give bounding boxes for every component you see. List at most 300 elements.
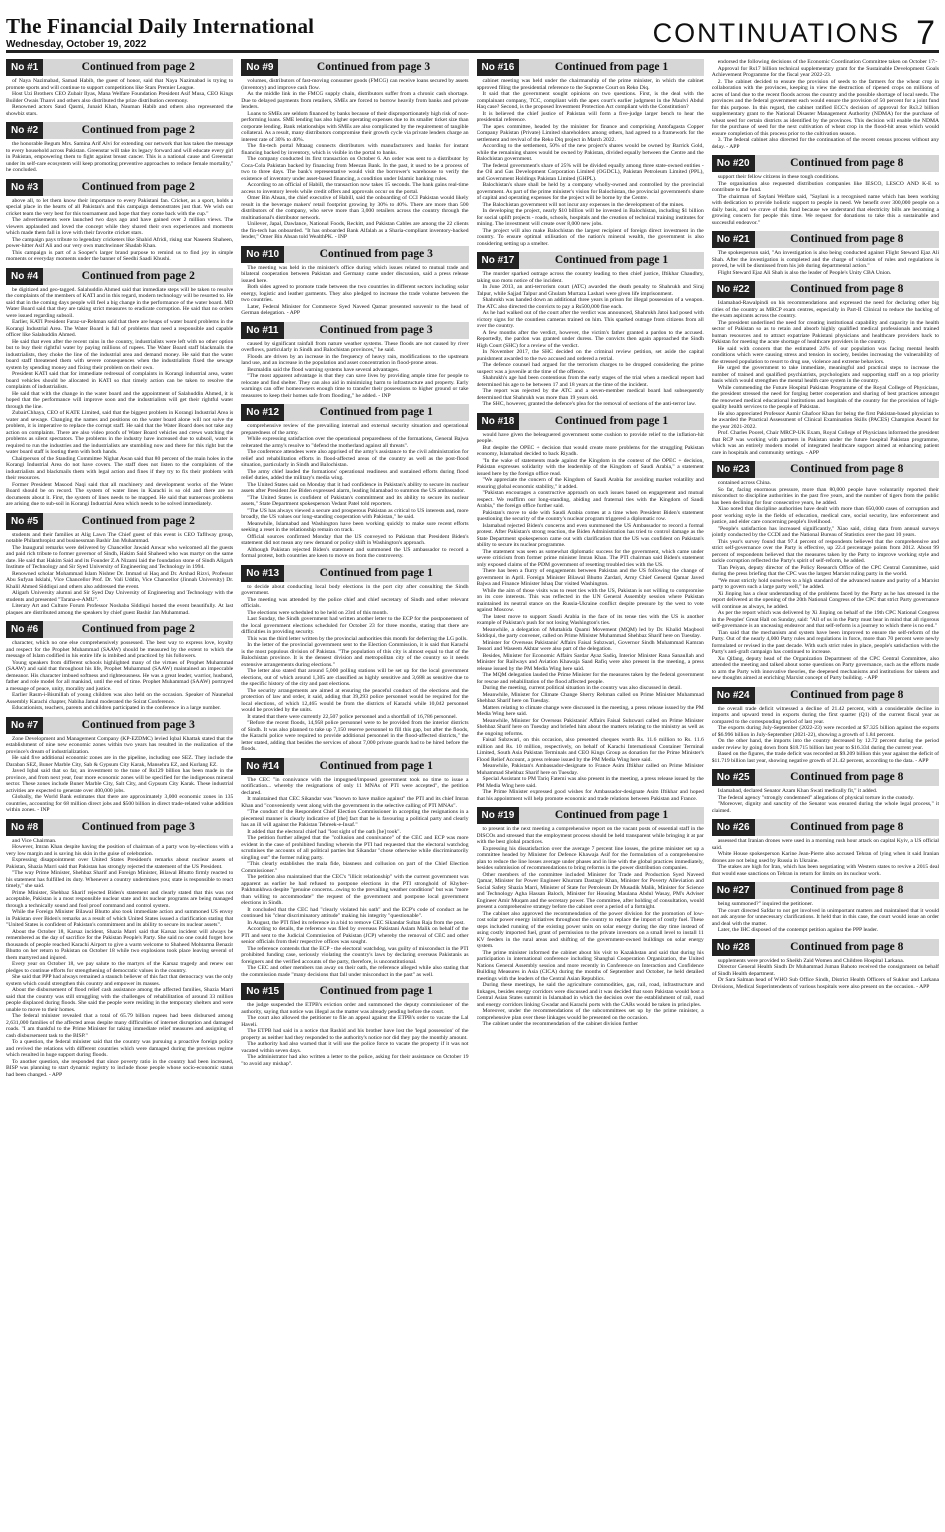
paragraph: Host Uzi Brothers CEO Zubair Ilyas, Mana Welfare Foundation President Asif Musa, CEO Kings Builder Owais Thanvi and others also distributed the prize distribution ceremony.	[6, 91, 234, 104]
paragraph: "In the wake of statements made against the Kingdom in the context of the OPEC + decision, Pakistan expresses solidarity with the leadership of the Kingdom of Saudi Arabia," a statement issued here by the foreign office read.	[476, 457, 704, 477]
paragraph: Meanwhile, Minister for Overseas Pakistanis' Affairs Faisal Subzwari called on Prime Minister Shehbaz Sharif here on Tuesday and briefed him about the matters relating to the ministry as well as the ongoing reforms.	[476, 717, 704, 737]
story-header	[712, 769, 939, 786]
paragraph: Every year on October 18, we pay salute to the martyrs of the Karsaz tragedy and renew our pledges to continue efforts for strengthening of democratic values in the country.	[6, 961, 234, 974]
paper-name: The Financial Daily International	[6, 14, 315, 38]
story-number: No #11	[241, 322, 283, 339]
paragraph: The Inaugural remarks were delivered by Chancellor Jawaid Anwar who welcomed all the guests and paid rich tribute to former governor of Sindh, Hakim Said Shaheed who was martyr on the same date. He said that Hakim Said and its Founder Z.A Nizami laid the foundation stone of Sindh Aligarh Institute of Technology and Sir Syed University of Engineering and Technology in 1994.	[6, 544, 234, 570]
paragraph: The letter also stated that around 5,000 polling stations will be set up for the local government elections, out of which around 1,305 are classified as highly sensitive and 3,688 as sensitive due to the specific history of the city and past elections.	[241, 668, 469, 687]
paragraph: Official sources confirmed Monday that the US conveyed to Pakistan that President Biden's statement did not mean any new demand or policy shift in Washington's approach.	[241, 533, 469, 546]
story-header	[6, 717, 233, 734]
paragraph: However, Imran Khan despite having the position of chairman of a party won by-elections with a very low margin and is saving his skin in the guise of celebration.	[6, 844, 234, 857]
paragraph: Meanwhile, Islamabad and Washington have been working quickly to make sure recent efforts seeking a reset in the relationship remain on track.	[241, 520, 469, 533]
story	[6, 122, 233, 174]
story	[477, 413, 704, 803]
paragraph: comprehensive review of the prevailing internal and external security situation and operational preparedness of the army.	[241, 423, 469, 436]
columns	[6, 59, 939, 1529]
paragraph: He said with concern that the estimated 24% of our population was facing mental health conditions which were causing stress and tension in society, besides increasing the vulnerability of the stressed population to resort to drug use, violence and extreme behaviors.	[711, 345, 939, 365]
paragraph: to decide about conducting local body elections in the port city after consulting the Sindh government.	[241, 583, 469, 596]
story-number: No #18	[477, 413, 520, 430]
story-header	[6, 179, 233, 196]
paragraph: She said that PPP had always remained a staunch believer of this fact that democracy was the only system which could strengthen this country and empower its masses.	[6, 974, 234, 987]
story-number: No #16	[477, 59, 520, 76]
paragraph: The court also allowed the petitioner to file an appeal against the ETPB's order to vacate the Lal Haveli.	[241, 1015, 469, 1028]
paragraph: White House spokesperson Karine Jean-Pierre also accused Tehran of lying when it said Iranian drones are not being used by Russia in Ukraine.	[711, 851, 939, 864]
story	[241, 983, 468, 1067]
paragraph: Renowned actors Saud Qasmi, Junaid Khan, Nauman Habib and others also represented the showbiz stars.	[6, 104, 234, 117]
paragraph: The cabinet also approved the recommendation of the power division for the promotion of low-cost solar power energy initiatives throughout the country to replace the import of costly fuel. These steps included running of the existing power units on solar energy during the day time instead of using costly imported fuel, grant of permission to the private investors on a small level to install 11 KV feeders in the rural areas and shifting of the government-owned buildings on solar energy system.	[476, 910, 704, 949]
paragraph: It said that the government sought opinions on two questions. First, is the deal with the complainant company, TCC, compliant with the apex court's earlier judgment in the Maulvi Abdul Haq case? Second, is the proposed Investment Protection Act compliant with the Constitution?	[476, 91, 704, 110]
paragraph: the judge suspended the ETPB's eviction order and summoned the deputy commissioner of the authority, saying that notice was illegal as the matter was already pending before the court.	[241, 1002, 469, 1015]
paragraph: Expressing disappointment over United States President's remarks about nuclear assets of Pakistan, Shazia Marri said that Pakistan has strongly rejected the statement of the US President.	[6, 857, 234, 870]
paragraph: The company conducted its first transaction on October 6. An order was sent to a distributor by Coca-Cola Pakistan backed by financing from Meezan Bank. In the past, it used to be a process of two to three days. The bank's representative would visit the borrower's warehouse to verify the existence of inventory under asset-based financing, a condition under Islamic banking rules.	[241, 156, 469, 182]
story-header	[241, 758, 468, 775]
paragraph: The CEC and other members ran away on their oath, the reference alleged while also stating that the commission made "many decisions that fall under misconduct in the past" as well.	[241, 965, 469, 978]
story-body	[241, 265, 468, 317]
story-header	[712, 939, 939, 956]
story-heading: Continued from page 1	[284, 983, 468, 1000]
paragraph: The spokesperson said, "An investigation is also being conducted against Flight Steward Ejaz Ali Shah. After the investigation is completed and the charge of violation of rules and regulations is proved, he will be dismissed from his job during departmental action."	[711, 250, 939, 269]
paragraph: "The conduct of the Respondent Chief Election Commissioner in accepting the resignations in a piecemeal manner is clearly indicative of [the] fact that he is favouring a political party and clearly has an ill will against the Pakistan Tehreek-e-Insaf."	[241, 809, 469, 828]
paragraph: Prof. Charles Poorel, Chair MRCP-UK Exam, Royal College of Physicians informed the president that RCP was working with partners in Pakistan under the future hospital Pakistan programme, which was an entirely modern model of integrated healthcare support aimed at enhancing patient care in hospitals and community settings. - APP	[711, 430, 939, 456]
paragraph: Faisal Subzwari, on this occasion, also presented cheques worth Rs. 11.6 million to Rs. 11.6 million and Rs. 10 million, respectively, on behalf of Karachi International Container Terminal Limited, South Asia Pakistan Terminals and CEO Kings Group as donation for the Prime Minister's Flood Relief Account, a press release issued by the PM Media Wing here said.	[476, 737, 704, 763]
story-number: No #20	[712, 155, 755, 172]
paragraph: volumes, distributors of fast-moving consumer goods (FMCG) can receive loans secured by assets (inventory) and improve cash flow.	[241, 78, 469, 91]
paragraph: to present in the next meeting a comprehensive report on the vacant posts of essential staff in the DISCOs and stressed that the employment process should be held transparent while bringing it at par with the best global practices.	[476, 826, 704, 845]
paragraph: contained across China.	[717, 480, 772, 486]
paragraph: Last Sunday, the Sindh government had written another letter to the ECP for the postponement of the local government elections scheduled for October 23 for three months, stating that there are difficulties in providing security.	[241, 616, 469, 635]
story	[712, 59, 939, 150]
paragraph: "Before the recent floods, 14,958 police personnel were to be provided from the interior districts of Sindh. It was also planned to take up 7,150 reserve personnel to fill this gap, but after the floods, the Karachi police were required to provide additional personnel in the flood-affected districts," the letter stated, adding that besides the services of about 7,000 private guards had to be hired before the floods.	[241, 720, 469, 752]
paragraph: The ETPB had said in a notice that Rashid and his brother have lost the 'legal possession' of the property as neither had they responded to the authority's notice nor did they pay the monthly amount.	[241, 1028, 469, 1041]
story-heading: Continued from page 1	[284, 404, 468, 421]
story-body	[477, 826, 704, 1028]
story-heading: Continued from page 1	[519, 807, 703, 824]
paragraph: Xi Jinping has a clear understanding of the problems faced by the Party as he has stressed in the report delivered at the opening of the 20th National Congress of the CPC that strict Party governance will continue as always, he added.	[711, 590, 939, 610]
paragraph: There has been a flurry of engagements between Pakistan and the US following the change of government in April. Foreign Minister Bilawal Bhutto Zardari, Army Chief General Qamar Javed Bajwa and Finance Minister Ishaq Dar visited Washington.	[476, 568, 704, 587]
paragraph: Prime Minister, Shehbaz Sharif rejected Biden's statement and clearly stated that this was not acceptable, Pakistan is a most responsible nuclear state and its nuclear programs are being managed through a technically sound and fool proof command and control system.	[6, 889, 234, 909]
story-body	[712, 838, 939, 877]
paragraph: On the other hand, the imports into the country decreased by 12.72 percent during the period under review by going down from $18.715 billion last year to $16.334 during the current year.	[711, 738, 939, 751]
story-body	[712, 480, 939, 682]
paragraph: 2. The cabinet decided to ensure the provision of seeds to the farmers for the wheat crop in collaboration with the provinces, keeping in view the destruction of ripened crops on millions of acres of land due to the recent floods across the country and the possible shortage of local seeds. The provinces and the federal government each would ensure the provision of 50 percent for a joint fund for this purpose. In this regard, the cabinet ratified ECC's decision of approval for Rs3.2 billion supplementary grant to the National Disaster Management Authority (NDMA) for the purchase of wheat seed for certain districts as identified by the provinces. This decision will enable the NDMA for the purchase of seed for the next cultivation of wheat crop in the flood-hit areas which would ensure completion of this process prior to the cultivation season.	[711, 78, 939, 137]
paragraph: In August, the PTI filed its reference in a bid to remove CEC Sikandar Sultan Raja from the post.	[247, 919, 465, 926]
story-heading: Continued from page 1	[284, 758, 468, 775]
paragraph: So far, facing enormous pressure, more than 80,000 people have voluntarily reported their misconduct to discipline authorities in the past five years, and the number of tigers from the public has been declining for four consecutive years, he added.	[711, 486, 939, 506]
paragraph: Pakistan's move to side with Saudi Arabia comes at a time when President Biden's statement questioning the security of the country's nuclear program triggered a diplomatic row.	[476, 509, 704, 522]
story-header	[712, 155, 939, 172]
story-heading: Continued from page 8	[755, 155, 939, 172]
paragraph: "We must strictly hold ourselves to a high standard of the advanced nature and purity of a Marxist party to govern such a large party well," he added.	[711, 577, 939, 590]
story-body	[712, 250, 939, 276]
story-header	[6, 513, 233, 530]
paragraph: He said that even after the recent rains in the country, industrialists were left with no other option but to buy their rightful water by paying millions of rupees. The Water Board staff blackmails the industrialists, they choke the line of the industrial area and demand money. He said that the water board staff threatened them with severe consequences when the industrialists fixed the sewage system by spending money and fixing their problem on their own.	[6, 338, 234, 371]
story	[6, 513, 233, 617]
paragraph: Both sides agreed to promote trade between the two countries in different sectors including solar energy, logistic and leather garments. They also pledged to increase the trade volume between the two countries.	[241, 284, 469, 303]
paragraph: This year's survey found that 97.4 percent of respondents believed that the comprehensive and strict self-governance over the Party is effective, up 22.4 percentage points from 2012. About 99 percent of respondents believed that the measures taken by the Party to improve working style and tackle corruption reflected the Party's spirit of self-reform, he added.	[711, 538, 939, 564]
story	[6, 621, 233, 712]
story	[241, 322, 468, 400]
paragraph: It concluded that the CEC had "clearly violated his oath" and the ECP's code of conduct as he continued his "clear discriminatory attitude" making his integrity "questionable".	[241, 906, 469, 919]
paragraph: assessed that Iranian drones were used in a morning rush hour attack on capital Kyiv, a US official said.	[711, 838, 939, 851]
story-heading: Continued from page 1	[519, 59, 703, 76]
story	[477, 807, 704, 1028]
paragraph: The Prime Minister expressed good wishes for Ambassador-designate Asim Iftikhar and hoped that his appointment will help promote economic and trade relations between Pakistan and France.	[476, 789, 704, 802]
story-heading: Continued from page 3	[284, 322, 469, 339]
story-heading: Continued from page 3	[43, 717, 233, 734]
paragraph: Xu Qifang, deputy head of the Organization Department of the CPC Central Committee, also attended the meeting and talked about some questions on Party governance, such as the efforts made to arm the Party with innovative theories, the deepened mechanisms and institutions for talents and new thoughts aimed at enriching Marxist concept of Party building. - APP	[711, 655, 939, 681]
paragraph: Zone Development and Management Company (KP-EZDMC) levied Iqbal Khattak stated that the establishment of nine new economic zones within two years has resulted in the realization of the province's dream of industrialization.	[6, 735, 234, 755]
story-header	[241, 983, 468, 1000]
paragraph: This campaign is part of a Sooper's larger brand purpose to remind us to find joy in simple moments or everyday moments under the banner of Seedhi Saadi Khushi.	[6, 249, 234, 262]
paragraph: Expressing his dissatisfaction over the average 7 percent line losses, the prime minister set up a committee headed by Minister for Defence Khawaja Asif for the formulation of a comprehensive plan to reduce the line losses average under phases and in line with the global practices immediately, besides submission of recommendations to bring reforms in the power distribution companies.	[476, 845, 704, 871]
paragraph: According to details, the reference was filed by overseas Pakistani Aslam Malik on behalf of the PTI and sent to the Judicial Commission of Pakistan (JCP) whereby the removal of CEC and other senior officials from their respective offices was sought.	[241, 926, 469, 945]
paragraph: Flight Steward Ejaz Ali Shah is also the leader of People's Unity CBA Union.	[717, 269, 892, 276]
story-header	[712, 281, 939, 298]
paragraph: The federal agency "strongly condemned" allegations of physical torture in the custody.	[717, 794, 914, 801]
paragraph: ZubairChhaya, CEO of KATE Limited, said that the biggest problem in Korangi Industrial Area is water and sewage. Changing the names and positions on the water board alone will not solve the problem, it is imperative to replace the corrupt staff. He said that the Water Board does not take any action on complaints. There are also video proofs of Water Board vehicles and crews watching the problems as silent spectators. The problems in the industry have increased due to subsoil, water is required to run the industries and the industrialists are stumbling now and there for this right but the water board staff is looting them with both hands.	[6, 410, 234, 455]
paragraph: Young speakers from different schools highlighted many of the virtues of Prophet Muhammad (SAAW) and said that throughout his life, Prophet Muhammad (SAAW) maintained an impeccable demeanor. His character imbued softness and righteousness. He was a great leader, warrior, husband, father and role model for all mankind, until the end of time. Prophet Muhammad (SAAW) portrayed a message of peace, unity, morality and justice.	[6, 659, 234, 692]
paragraph: Matters relating to climate change were discussed in the meeting, a press release issued by the PM Media Wing here said.	[476, 704, 704, 717]
story-heading: Continued from page 2	[43, 513, 233, 530]
story-number: No #26	[712, 819, 755, 836]
story	[6, 268, 233, 508]
story-heading: Continued from page 8	[755, 769, 939, 786]
column-3	[477, 59, 704, 1529]
story-body	[6, 198, 233, 263]
story	[712, 769, 939, 814]
story-body	[6, 287, 233, 508]
paragraph: Meanwhile, a delegation of Muttahida Quami Movement (MQM) led by Dr. Khalid Maqbool Siddiqui, the party convener, called on Prime Minister Muhammad Shehbaz Sharif here on Tuesday.	[476, 626, 704, 639]
paragraph: According to the settlement, 50% of the new project's shares would be owned by Barrick Gold, while the remaining shares would be owned by Pakistan, divided equally between the Centre and the Balochistan government.	[476, 143, 704, 162]
paragraph: In developing the project, nearly $10 billion will be invested in Balochistan, including $1 billion for social uplift projects - roads, schools, hospitals and the creation of technical training institutes for mining. The investment will create over 8,000 new jobs.	[476, 208, 704, 227]
paragraph: "Pakistan encourages a constructive approach on such issues based on engagement and mutual respect. We reaffirm our long-standing, abiding and fraternal ties with the Kingdom of Saudi Arabia," the foreign office further said.	[476, 490, 704, 509]
story-body	[241, 584, 468, 753]
story-header	[712, 461, 939, 478]
paragraph: Xiao noted that discipline authorities have dealt with more than 650,000 cases of corruption and poor working style in the fields of education, medical care, social security, law enforcement and justice, and elder care concerning people's livelihood.	[711, 506, 939, 525]
paragraph: support their fellow citizens in these tough conditions.	[717, 174, 840, 180]
story-number: No #25	[712, 769, 755, 786]
story	[712, 939, 939, 991]
paragraph: cabinet meeting was held under the chairmanship of the prime minister, in which the cabinet approved filing the presidential reference to the Supreme Court on Reko Diq.	[476, 78, 704, 91]
paragraph: "The most apparent advantage is that they can save lives by providing ample time for people to relocate and find shelter. They can also aid in minimizing harm to infrastructure and property. Early warnings can offer homeowners enough time to transfer their possessions to higher ground or take measures to keep their homes safe from flooding," he added. - INP	[241, 373, 469, 399]
paragraph: The petition further alleged that the "collusion and connivance" of the CEC and ECP was more evident in the case of prohibited funding wherein the PTI had requested that the electoral watchdog scrutinises the accounts of all political parties but Sikandar "chose otherwise while discriminatorily singling out" the former ruling party.	[241, 835, 469, 861]
story-body	[241, 777, 468, 979]
story-header	[712, 882, 939, 899]
paragraph: He urged the government to take immediate, meaningful and practical steps to increase the number of trained and qualified psychiatrists, psychologists and supporting staff on a top priority basis which would strengthen the mental health care system in the country.	[711, 365, 939, 384]
masthead-right	[653, 16, 939, 50]
story-heading: Continued from page 2	[43, 179, 233, 196]
paragraph: The meeting was held in the minister's office during which issues related to mutual trade and bilateral cooperation between Pakistan and Germany came under discussion, said a press release issued here.	[241, 264, 469, 284]
story-body	[712, 300, 939, 456]
story	[712, 231, 939, 276]
paragraph: Approval for Rs17 billion technical supplementary grant for the Sustainable Development Goals Achievement Programme for the fiscal year 2022-23.	[711, 65, 939, 78]
story-body	[712, 958, 939, 991]
paragraph: supplements were provided to Sheikh Zaid Women and Children Hospital Larkana.	[717, 957, 905, 964]
paragraph: In November 2017, the SHC decided on the criminal review petition, set aside the capital punishment awarded to the two accused and ordered a retrial.	[476, 349, 704, 362]
paragraph: Educationists, teachers, parents and children participated in the conference in a large number.	[12, 705, 221, 711]
paragraph: The latest move to support Saudi Arabia in the face of its tense ties with the US is another example of Pakistan's push for not losing Washington's ties.	[476, 613, 704, 626]
page-number: 7	[916, 14, 935, 52]
story	[712, 281, 939, 456]
paragraph: "We appreciate the concern of the Kingdom of Saudi Arabia for avoiding market volatility and ensuring global economic stability," it added.	[476, 477, 704, 490]
story-header	[241, 246, 468, 263]
story-number: No #13	[241, 565, 284, 582]
paragraph: Later, Federal Minister for Commerce Syed Naveed Qamar presented souvenir to the head of German delegation. - APP	[241, 303, 469, 316]
story	[712, 155, 939, 226]
story-body	[6, 78, 233, 117]
story-body	[6, 532, 233, 617]
story-body	[241, 341, 468, 400]
story-heading: Continued from page 1	[519, 413, 703, 430]
story-number: No #5	[6, 513, 43, 530]
story-heading: Continued from page 2	[43, 122, 233, 139]
paragraph: About the disbursement of flood relief cash assistance among the affected families, Shazia Marri said that the country was still struggling with the challenges of rehabilitation of around 33 million people displaced during floods. She said the people were residing in the temporary shelters and were unable to move to their homes.	[6, 987, 234, 1013]
paragraph: The SHC, however, granted the defence's plea for the removal of sections of the anti-terror law.	[482, 401, 697, 407]
paragraph: The statement was seen as somewhat diplomatic success for the government, which came under severe criticism from former prime minister Imran Khan. The PTI chairman said Biden's statement only exposed claims of the PDM government of resetting troubled ties with the US.	[476, 548, 704, 568]
story-number: No #28	[712, 939, 755, 956]
story-number: No #23	[712, 461, 755, 478]
paragraph: The MQM delegation lauded the Prime Minister for the measures taken by the federal government for rescue and rehabilitation of the flood affected people.	[476, 672, 704, 685]
paragraph: It maintained that CEC Sikandar was "known to have malice against" the PTI and its chief Imran Khan and "conveniently went along with the government in the selective calling of PTI MNAs".	[241, 796, 469, 809]
story-number: No #17	[477, 252, 520, 269]
story-heading: Continued from page 8	[755, 281, 939, 298]
story-number: No #3	[6, 179, 43, 196]
story-body	[477, 432, 704, 803]
paragraph: To a question, the federal minister said that the country was pursuing a proactive foreign policy and revived the relations with different countries which were damaged during the previous regime which resulted in huge support during floods.	[6, 1039, 234, 1058]
paragraph: The report was rejected by the ATC and a seven-member medical board had subsequently determined that Shahrukh was more than 19 years old.	[476, 388, 704, 401]
story-number: No #22	[712, 281, 755, 298]
story-header	[477, 413, 704, 430]
paragraph: endorsed the following decisions of the Economic Coordination Committee taken on October 17:-	[717, 59, 938, 65]
story-body	[477, 271, 704, 408]
story-heading: Continued from page 8	[755, 687, 939, 704]
story	[241, 758, 468, 979]
story-heading: Continued from page 1	[284, 565, 468, 582]
paragraph: The murder sparked outrage across the country leading to then chief justice, Iftikhar Chaudhry, taking suo motu notice of the incident.	[476, 271, 704, 284]
paragraph: Meanwhile, Minister for Climate Change Sherry Rehman called on Prime Minister Muhammad Shehbaz Sharif here on Tuesday.	[476, 691, 704, 704]
story-header	[6, 621, 233, 638]
story-number: No #15	[241, 983, 284, 1000]
story-number: No #24	[712, 687, 755, 704]
story-header	[712, 819, 939, 836]
story-heading: Continued from page 8	[755, 882, 939, 899]
story-number: No #27	[712, 882, 755, 899]
story-header	[477, 59, 704, 76]
paragraph: and Vice Chairman.	[12, 837, 57, 844]
story-heading: Continued from page 8	[755, 461, 939, 478]
paragraph: The advertisements were launched two days ago and have gained over 2 million views. The viewers applauded and loved the concept while they shared their own experiences and moments which made them fall in love with their favorite cricket stars.	[6, 217, 234, 236]
paragraph: The administrator had also written a letter to the police, asking for their assistance on October 19 "to avoid any mishap".	[241, 1054, 469, 1067]
section-title: CONTINUATIONS	[652, 18, 901, 48]
paragraph: being summoned?" inquired the petitioner.	[717, 901, 814, 907]
story-heading: Continued from page 2	[43, 59, 233, 76]
paragraph: The defence counsel had argued for the terrorism charges to be dropped considering the prime suspect was a juvenile at the time of the offence.	[476, 362, 704, 375]
paragraph: Moreover, under the recommendations of the subcommittees set up by the prime minister, a comprehensive plan over these linkages would be presented on the occasion.	[476, 1008, 704, 1021]
story-header	[6, 59, 233, 76]
paragraph: The prime minister informed the cabinet about his visit to Kazakhstan and said that during his participation in international conference including Shanghai Cooperation Organization, the United Nations General Assembly session and more recently in Conference on Interaction and Confidence Building Measures in Asia (CICA) during the months of September and October, he held detailed meetings with the leaders of the Central Asian Republics.	[476, 949, 704, 982]
paragraph: The meeting was attended by the police chief and chief secretary of Sindh and other relevant officials.	[241, 596, 469, 609]
paragraph: President KATI said that for immediate redressal of complaints in Korangi industrial area, water board vehicles should be allocated in KATI so that timely action can be taken to resolve the complaints of industrialists.	[6, 371, 234, 390]
story-header	[477, 252, 704, 269]
paragraph: The reference contends that the ECP - the electoral watchdog, was guilty of misconduct in the PTI prohibited funding case, seriously violating the country's laws by declaring overseas Pakistanis as foreigners and the verified accounts of the party, therefore, is unconstitutional.	[241, 945, 469, 965]
paragraph: the honorable Begum Mrs. Samina Arif Alvi for extending our network that has taken the message to every household across Pakistan. Greenstar will take its legacy forward and will educate every girl in Pakistan, empowering them to fight against breast cancer. This is a national cause and Greenstar under its self-care ecosystem will keep promoting preventive approaches to reduce female mortality," he concluded.	[6, 141, 234, 173]
story	[6, 179, 233, 263]
paragraph: character, which no one else comprehensively possessed. The best way to express love, loyalty and respect for the Prophet Muhammad (SAAW) should be measured by the extent to which the message of Islam codified in his entire life is imbibed and practiced by his followers.	[6, 640, 234, 659]
paragraph: About the October 18, Karsaz incident, Shazia Marri said that Karsaz incident will always be remembered as the day of sacrifice for the Pakistan People's Party. She said no one could forget how thousands of people reached Karachi Airport to give a warm welcome to Shaheed Mohtarma Benazir Bhutto on her return to Pakistan on October 18 while two explosions took place leaving several of them martyred and injured.	[6, 928, 234, 961]
paragraph: The federal minister revealed that a total of 65.79 billion rupees had been disbursed among 2,631,000 families of the affected areas despite many difficulties of internet disruption and damaged roads. "I am thankful to the Prime Minister for taking immediate relief measures and assigning of cash disbursement task to the BISP."	[6, 1013, 234, 1039]
story-header	[712, 687, 939, 704]
story-header	[477, 807, 704, 824]
story-heading: Continued from page 2	[43, 621, 233, 638]
paragraph: caused by significant rainfall from nature weather systems. These floods are not caused by river overflows, particularly in Sindh and Balochistan provinces," he said.	[241, 340, 469, 353]
story-heading: Continued from page 3	[284, 246, 468, 263]
paragraph: In the letter of the provincial government sent to the Election Commission, it is said that Karachi is the most populous division of Pakistan. "The population of this city is almost equal to that of the Balochistan province. It is the densest division and metropolitan city of the country so it needs extensive arrangements during elections."	[241, 642, 469, 668]
paragraph: During these meetings, he said the agriculture commodities, gas, rail, road, infrastructure and linkages, besides energy corridors were discussed and it was decided that soon Pakistan would host a Central Asian States summit in Islamabad in which the decision over the establishment of rail, road and energy corridors linking Gwadar and Karachi ports with the CARs would be taken in principles.	[476, 982, 704, 1008]
story-number: No #14	[241, 758, 284, 775]
paragraph: The army chief lauded the formations' operational readiness and sustained efforts during flood relief duties, added the military's media wing.	[241, 468, 469, 481]
paragraph: Besides, Minister for Economic Affairs Sardar Ayaz Sadiq, Interior Minister Rana Sanaullah and Minister for Railways and Aviation Khawaja Saad Rafiq were also present in the meeting, a press release issued by the PM Media Wing here said.	[476, 652, 704, 672]
paragraph: Islamabad-Rawalpindi on his recommendations and expressed the need for declaring other big cities of the country as MRCP exam centres, especially in Part-II Clinical to reduce the backlog of the exam aspirants across the country.	[711, 300, 939, 319]
paragraph: Dr Sara Salman head of WHO Sub Office Sindh, District Health Officers of Sukkur and Larkana Divisions, Medical Superintendents of various hospitals were also present on the occasion. - APP	[711, 977, 939, 990]
story	[712, 819, 939, 877]
paragraph: the overall trade deficit witnessed a decline of 21.42 percent, with a considerable decline in imports and upward trend in exports during the first quarter (Q1) of the current fiscal year as compared to the corresponding period of last year.	[711, 705, 939, 725]
paragraph: The exports during July-September (2022-23) were recorded at $7.325 billion against the exports of $6.996 billion in July-September (2021-22), showing a growth of 1.84 percent.	[711, 725, 939, 738]
column-4	[712, 59, 939, 1529]
paragraph: The organisation also requested distribution companies like IESCO, LESCO AND K-E to contribute to the fund.	[711, 180, 939, 193]
story	[6, 819, 233, 1079]
paragraph: The campaign pays tribute to legendary cricketers like Shahid Afridi, rising star Naseem Shaheen, power-hitter Asif Ali and our very own matchwinner Shadab Khan.	[6, 236, 234, 249]
paragraph: The Balochistan government will not incur any expenses in the development of the mines.	[482, 201, 685, 208]
paragraph: Later, the IHC disposed of the contempt petition against the PPP leader.	[717, 927, 879, 933]
paragraph: Chairperson of the Standing Committee Nighat Awan said that 80 percent of the main holes in the Korangi Industrial Area do not have covers. The staff does not listen to the complaints of the industrialists and blackmails them with legal action and fines if they try to fix their problem with their resources.	[6, 455, 234, 481]
paragraph: Balochistan's share shall be held by a company wholly-owned and controlled by the provincial government. As part of the prime minister's vision for Balochistan, the provincial government's share of capital and operating expenses for the project will be borne by the Centre.	[476, 182, 704, 201]
paragraph: "Moreover, dignity and sanctity of the Senator was ensured during the whole legal process," it claimed.	[711, 801, 939, 814]
paragraph: During the meeting, current political situation in the country was also discussed in detail.	[482, 685, 682, 691]
paragraph: "People's satisfaction has increased significantly," Xiao said, citing data from annual surveys jointly conducted by the CCDI and the National Bureau of Statistics over the past 10 years.	[711, 525, 939, 538]
story-heading: Continued from page 8	[755, 231, 939, 248]
paragraph: Renowned scholar Mohammad Islam Nishter Dr. Immad ul Haq and Dr. Arshad Rizvi, Professor Abu Sufyan Isklahi, Vice Chancellor Prof. Dr. Vali Uddin, Vice Chancellor (Jinnah University) Dr. Khalil Ahmed Siddiqui and others also addressed the event.	[6, 570, 234, 590]
story	[241, 246, 468, 317]
story	[241, 404, 468, 560]
paragraph: "This clearly establishes the mala fide, biasness and collusion on part of the Chief Election Commissioner."	[241, 861, 469, 874]
story-heading: Continued from page 8	[755, 939, 939, 956]
paragraph: The stakes are high for Iran, which has been negotiating with Western states to revive a 2015 deal that would ease sanctions on Tehran in return for limits on its nuclear work.	[711, 864, 939, 877]
paragraph: Unilever, Japal, Dawlance, National Foods, Reckitt, and Pakistan Cables are among the 22 clients the fin-tech has onboarded. "It has onboarded Bank Alfalah as a Sharia-compliant inventory-backed lender," Omer Bin Ahsan told WealthPK. - INP	[241, 221, 469, 240]
paragraph: In June 2013, an anti-terrorism court (ATC) awarded the death penalty to Shahrukh and Siraj Talpur, while Sajjad Talpur and Ghulam Murtaza Lashari were given life imprisonment.	[476, 284, 704, 297]
paragraph: Meanwhile, Pakistan's Ambassador-designate to France Asim Iftikhar called on Prime Minister Muhammad Shehbaz Sharif here on Tuesday.	[476, 763, 704, 776]
paragraph: The petition also maintained that the CEC's "illicit relationship" with the current government was apparent as earlier he had refused to postpone elections in the PTI stronghold of Khyber-Pakhtunkhwa despite "genuine concerns...owing to the prevailing weather conditions" but was "more than willing to accommodate" the request of the government and postpone local government elections in Sindh.	[241, 874, 469, 906]
column-1	[6, 59, 233, 1529]
paragraph: While the aim of those visits was to reset ties with the US, Pakistan is not willing to compromise on its core interests. This was reflected in the UN General Assembly session where Pakistan maintained its neutral stance on the Russia-Ukraine conflict despite pressure by the west to vote against Moscow.	[476, 587, 704, 613]
story-header	[6, 819, 233, 836]
paragraph: He said five additional economic zones are in the pipeline, including one SEZ. They include the Daraban SEZ, Buner Marble City, Sab & Gypsum City Karak, Mansehra EZ, and Kurlang EZ.	[6, 755, 234, 768]
paragraph: It stated that there were currently 22,507 police personnel and a shortfall of 16,786 personnel.	[247, 713, 458, 720]
story	[477, 59, 704, 247]
story-heading: Continued from page 1	[519, 252, 703, 269]
story	[241, 565, 468, 753]
paragraph: While expressing satisfaction over the operational preparedness of the formations, General Bajwa reiterated the army's resolve to "defend the motherland against all threats".	[241, 436, 469, 449]
paragraph: "The way Prime Minister, Shehbaz Sharif and Foreign Minister, Bilawal Bhutto firmly reacted to his statement has fulfilled its duty. Whenever a country undermines you; state is responsible to react timely," she said.	[6, 870, 234, 889]
story	[241, 59, 468, 241]
paragraph: The chairman of Saylani Welfare said, "Saylani is a recognised name which has been working with dedication to provide holistic support to people in need. We benefit over 300,000 people on a daily basis, and we crave of this fund because we understand that electricity bills are becoming a growing concern for people this time. We request for donations to take this a sustainable and successful endeavor."	[711, 193, 939, 226]
paragraph: The president underlined the need for creating institutional capability and capacity in the health sector of Pakistan so as to retain and absorb highly qualified medical professionals and trained human resources and to attract expatriate Pakistani physicians and healthcare providers back to Pakistan for meeting the acute shortage of healthcare providers in the country.	[711, 319, 939, 345]
paragraph: Globally, the World Bank estimates that there are approximately 3,000 economic zones in 135 countries, accounting for 68 million direct jobs and $500 billion in direct trade-related value addition within zones. - INP	[6, 794, 234, 813]
paragraph: This was the third letter written by the provincial authorities this month for deferring the LG polls.	[247, 635, 468, 642]
paragraph: The CEC "in connivance with the impugned/imposed government took no time to issue a notification... whereby the resignations of only 11 MNAs of PTI were accepted", the petition declared.	[241, 776, 469, 796]
paragraph: But despite the OPEC + decision that would create more problems for the struggling Pakistan economy, Islamabad decided to back Riyadh.	[476, 444, 704, 457]
paragraph: The apex committee, headed by the minister for finance and comprising Antofagasta Copper Company Pakistan (Private) Limited shareholders among others, had agreed to a framework for the settlement and revival of the Reko Diq project in March 2022.	[476, 123, 704, 143]
story-header	[6, 122, 233, 139]
issue-date: Wednesday, October 19, 2022	[6, 39, 147, 50]
story-body	[6, 640, 233, 712]
story-body	[241, 1002, 468, 1067]
paragraph: of Naya Nazimabad, Samad Habib, the guest of honor, said that Naya Nazimabad is trying to promote sports and will continue to support competitions like Stars Premier League.	[6, 78, 234, 91]
paragraph: Aligarh University alumni and Sir Syed Day University of Engineering and Technology with the students and presented "Tarana-e-AMU".	[6, 590, 234, 603]
paragraph: Based on the figures, the trade deficit was recorded at $9.209 billion this year against the deficit of $11.719 billion last year, showing negative growth of 21.42 percent, according to the data. - APP	[711, 751, 939, 764]
story-number: No #21	[712, 231, 755, 248]
story-number: No #7	[6, 717, 43, 734]
paragraph: To another question, she responded that since poverty ratio in the country had been increased, BISP was planning to start dynamic registry to include those people whose socio-economic status had been changed. - APP	[6, 1058, 234, 1078]
paragraph: Omer Bin Ahsan, the chief executive of Habill, said the onboarding of CCI Pakistan would likely result in the beverage makers' retail footprint growing by 30% to 40%. There are more than 500 distributors of the company, who serve more than 3,000 retailers across the country through the multinational's distributor network.	[241, 195, 469, 221]
masthead	[6, 6, 939, 53]
paragraph: It is believed the chief justice of Pakistan will form a five-judge larger bench to hear the presidential reference.	[476, 110, 704, 123]
story-number: No #2	[6, 122, 43, 139]
paragraph: Shahrukh was handed down an additional three years in prison for illegal possession of a weapon. The ATC also directed the convicts to pay a Rs500,000 fine each.	[476, 297, 704, 310]
paragraph: The conference attendees were also apprised of the army's assistance to the civil administration for relief and rehabilitation efforts in flood-affected areas of the country as well as the post-flood situation, particularly in Sindh and Balochistan.	[241, 449, 469, 468]
paragraph: It added that the electoral chief had "lost sight of the oath [he] took".	[247, 828, 401, 835]
paragraph: be digitized and geo-tagged. Salahuddin Ahmed said that immediate steps will be taken to resolve the complaints of the members of KATI and in this regard, modern technology will be resorted to. He said that in the coming days people will feel a big change in the performance of the water board. MD Water Board said that they are taking strict measures to eradicate corruption. He said that no orders were issued regarding subsoil.	[6, 286, 234, 319]
paragraph: Earlier Rasm-i-Bismillah of young children was also held on the occasion. Speaker of Naunehal Assembly Karachi chapter, Nabiha Jamal moderated the Soirat Conference.	[6, 692, 234, 705]
paragraph: "The US has always viewed a secure and prosperous Pakistan as critical to US interests and, more broadly, the US values our long-standing cooperation with Pakistan," he said.	[241, 507, 469, 520]
paragraph: He also appreciated Professor Aamir Ghafoor Khan for being the first Pakistan-based physician to be awarded the Practical Assessment of Clinical Examination Skills (PACES) Champion Award for the year 2021-2022.	[711, 410, 939, 430]
masthead-left	[6, 15, 314, 50]
story-body	[712, 788, 939, 814]
paragraph: As the middle link in the FMCG supply chain, distributors suffer from a chronic cash shortage. Due to delayed payments from retailers, SMEs are forced to borrow heavily from banks and private lenders.	[241, 91, 469, 110]
paragraph: Director General Health Sindh Dr Muhammad Juman Bahoto received the consignment on behalf of Sindh Health department.	[711, 964, 939, 977]
story-body	[241, 423, 468, 560]
story-heading: Continued from page 8	[755, 819, 939, 836]
story-number: No #6	[6, 621, 43, 638]
paragraph: Earlier, KATI President Faraz-ur-Rehman said that there are heaps of water board problems in the Korangi Industrial Area. The Water Board is full of problems that need a responsible and capable officer like Salahuddin Ahmed.	[6, 319, 234, 338]
story-heading: Continued from page 2	[43, 268, 233, 285]
story-header	[241, 404, 468, 421]
paragraph: Tian Peiyan, deputy director of the Policy Research Office of the CPC Central Committee, said during the press briefing that the CPC was the largest Marxist ruling party in the world.	[711, 564, 939, 577]
paragraph: The federal government's share of 25% will be divided equally among three state-owned entities - the Oil and Gas Development Corporation Limited (OGDCL), Pakistan Petroleum Limited (PPL), and Government Holdings Pakistan Limited (GHPL).	[476, 162, 704, 182]
paragraph: He said that with the change in the water board and the appointment of Salahuddin Ahmed, it is hoped that the performance will improve soon and the industrialists will get their rightful water through the line.	[6, 390, 234, 410]
paragraph: Loans to SMEs are seldom financed by banks because of their disproportionately high risk of non-performing loans. SME lending has also higher operating expenses due to its smaller ticket size than corporate lending. Bank relationships with SMEs are also complicated by the requirement of tangible collateral. As a result, many distributors compromise their growth cycle via private lenders charge an interest rate of 30% to 40%.	[241, 110, 469, 143]
paragraph: The elections were scheduled to be held on 23rd of this month.	[247, 609, 388, 616]
story-body	[712, 706, 939, 765]
story-body	[6, 838, 233, 1079]
story-body	[712, 174, 939, 226]
paragraph: A few months after the verdict, however, the victim's father granted a pardon to the accused. Reportedly, the pardon was granted under duress. The convicts then again approached the Sindh High Court (SHC) for a review of the verdict.	[476, 329, 704, 349]
paragraph: The United States said on Monday that it had confidence in Pakistan's ability to secure its nuclear assets after President Joe Biden expressed alarm, leading Islamabad to summon the US ambassador.	[241, 481, 469, 494]
paragraph: Other members of the committee included Minister for Trade and Production Syed Naveed Qamar, Minister for Power Engineer Khurram Dastagir Khan, Minister for Poverty Alleviation and Social Safety Shazia Marri, Minister of State for Petroleum Dr Musadik Malik, Minister for Science and Technology Agha Hassan Baloch, Minister for Housing Maulana Abdul Wasay, PM's Adviser Engineer Amir Muqam and the secretary power. The committee, after holding of consultation, would present a comprehensive strategy before the cabinet over a period of a fortnight.	[476, 871, 704, 910]
paragraph: Tian said that the mechanism and system have been improved to ensure the self-reform of the Party. Out of the nearly 4,000 Party rules and regulations in force, more than 70 percent were newly formulated or revised in the past decade. With such strict rules in place, people's satisfaction with the Party's anti-graft campaign has continued to increase.	[711, 629, 939, 655]
story-number: No #1	[6, 59, 43, 76]
story	[712, 687, 939, 765]
paragraph: The court directed Safdar to not get involved in unimportant matters and maintained that it would not ask anyone for unnecessary clarifications. It held that in this case, the court would issue an order and deal with the matter.	[711, 907, 939, 927]
story-heading: Continued from page 3	[278, 59, 468, 76]
paragraph: would have given the beleaguered government some cushion to provide relief to the inflation-hit people.	[476, 431, 704, 444]
story-body	[6, 736, 233, 814]
story	[712, 882, 939, 934]
story-number: No #19	[477, 807, 520, 824]
story-number: No #4	[6, 268, 43, 285]
column-2	[241, 59, 468, 1529]
story-number: No #8	[6, 819, 43, 836]
paragraph: The project will also make Balochistan the largest recipient of foreign direct investment in the country. To ensure optimal utilisation of the nation's mineral wealth, the government is also considering setting up a smelter.	[476, 227, 704, 247]
